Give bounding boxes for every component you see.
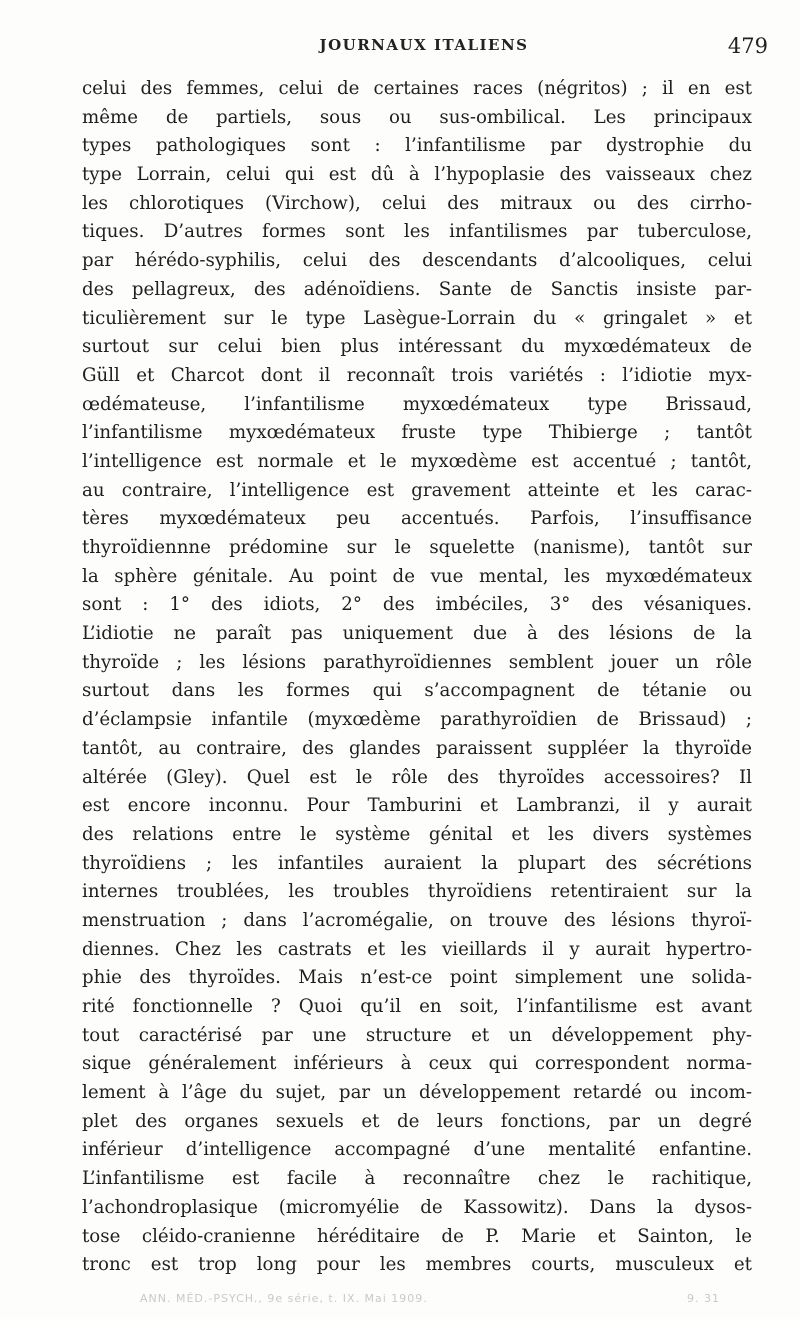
text-line: des pellagreux, des adénoïdiens. Sante de Sanctis insiste par- [82, 278, 752, 300]
text-line: tout caractérisé par une structure et un développement phy- [82, 1024, 752, 1046]
text-line: tantôt, au contraire, des glandes paraissent suppléer la thyroïde [82, 737, 752, 759]
text-line: sont : 1° des idiots, 2° des imbéciles, 3° des vésaniques. [82, 594, 752, 616]
text-line: L’idiotie ne paraît pas uniquement due à des lésions de la [82, 623, 752, 645]
text-line: menstruation ; dans l’acromégalie, on trouve des lésions thyroï- [82, 909, 752, 931]
text-line: internes troublées, les troubles thyroïdiens retentiraient sur la [82, 881, 752, 903]
text-line: d’éclampsie infantile (myxœdème parathyroïdien de Brissaud) ; [82, 709, 752, 731]
page-footer [140, 1292, 720, 1305]
text-line: des relations entre le système génital et les divers systèmes [82, 823, 752, 845]
text-line: l’infantilisme myxœdémateux fruste type Thibierge ; tantôt [82, 422, 752, 444]
text-line: surtout dans les formes qui s’accompagnent de tétanie ou [82, 680, 752, 702]
text-line: Güll et Charcot dont il reconnaît trois variétés : l’idiotie myx- [82, 364, 752, 386]
text-line: par hérédo-syphilis, celui des descendants d’alcooliques, celui [82, 250, 752, 272]
text-line: celui des femmes, celui de certaines races (négritos) ; il en est [82, 78, 752, 99]
text-line: lement à l’âge du sujet, par un développement retardé ou incom- [82, 1082, 752, 1104]
text-line: tronc est trop long pour les membres courts, musculeux et [82, 1254, 752, 1276]
running-head: JOURNAUX ITALIENS [319, 36, 529, 54]
text-line: inférieur d’intelligence accompagné d’une mentalité enfantine. [82, 1139, 752, 1161]
text-line: tères myxœdémateux peu accentués. Parfois, l’insuffisance [82, 508, 752, 530]
text-line: thyroïde ; les lésions parathyroïdiennes semblent jouer un rôle [82, 651, 752, 673]
text-line: plet des organes sexuels et de leurs fonctions, par un degré [82, 1110, 752, 1132]
text-line: surtout sur celui bien plus intéressant du myxœdémateux de [82, 336, 752, 358]
text-line: tose cléido-cranienne héréditaire de P. Marie et Sainton, le [82, 1225, 752, 1247]
body-text [82, 75, 752, 1280]
footer-signature: ANN. MÉD.-PSYCH., 9e série, t. IX. Mai 1909. [140, 1292, 428, 1305]
text-line: la sphère génitale. Au point de vue mental, les myxœdémateux [82, 565, 752, 587]
text-line: même de partiels, sous ou sus-ombilical. Les principaux [82, 106, 752, 128]
text-line: thyroïdiennne prédomine sur le squelette (nanisme), tantôt sur [82, 537, 752, 558]
text-line: altérée (Gley). Quel est le rôle des thyroïdes accessoires? Il [82, 766, 752, 788]
text-line: l’achondroplasique (micromyélie de Kassowitz). Dans la dysos- [82, 1196, 752, 1218]
text-line: thyroïdiens ; les infantiles auraient la plupart des sécrétions [82, 852, 752, 874]
footer-sheet-mark: 9. 31 [687, 1292, 720, 1305]
page-number: 479 [727, 34, 768, 58]
text-line: tiques. D’autres formes sont les infantilismes par tuberculose, [82, 221, 752, 243]
text-line: rité fonctionnelle ? Quoi qu’il en soit, l’infantilisme est avant [82, 996, 752, 1017]
text-line: les chlorotiques (Virchow), celui des mitraux ou des cirrho- [82, 192, 752, 214]
text-line: diennes. Chez les castrats et les vieillards il y aurait hypertro- [82, 938, 752, 960]
text-line: l’intelligence est normale et le myxœdème est accentué ; tantôt, [82, 450, 752, 472]
text-line: au contraire, l’intelligence est gravement atteinte et les carac- [82, 479, 752, 501]
text-line: est encore inconnu. Pour Tamburini et Lambranzi, il y aurait [82, 795, 752, 817]
text-line: type Lorrain, celui qui est dû à l’hypoplasie des vaisseaux chez [82, 164, 752, 186]
text-line: ticulièrement sur le type Lasègue-Lorrain du « gringalet » et [82, 307, 752, 329]
text-line: œdémateuse, l’infantilisme myxœdémateux type Brissaud, [82, 393, 752, 415]
page-header [80, 34, 768, 64]
text-line: types pathologiques sont : l’infantilisme par dystrophie du [82, 135, 752, 157]
text-line: L’infantilisme est facile à reconnaître chez le rachitique, [82, 1168, 752, 1190]
text-line: sique généralement inférieurs à ceux qui correspondent norma- [82, 1053, 752, 1075]
text-line: phie des thyroïdes. Mais n’est-ce point simplement une solida- [82, 967, 752, 989]
